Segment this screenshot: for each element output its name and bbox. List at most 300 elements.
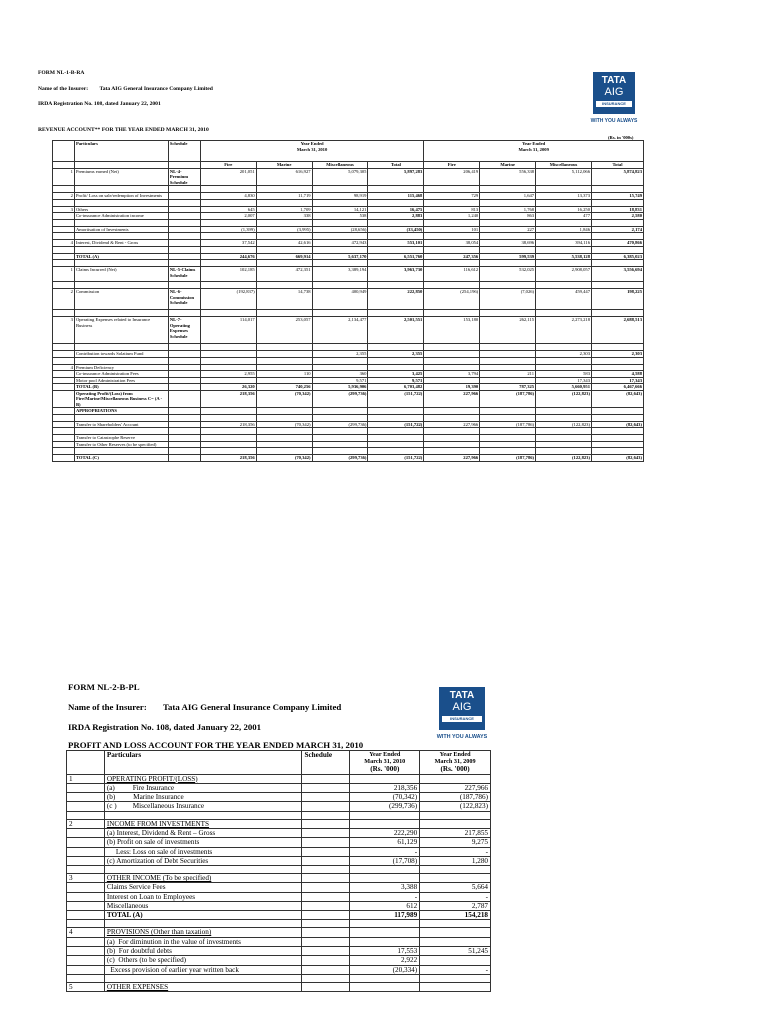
pl-p2-date: March 31, 2009 — [434, 758, 476, 766]
pl-value-2009: 1,280 — [420, 856, 491, 865]
rev-insurer-name: Tata AIG General Insurance Company Limited — [99, 86, 213, 92]
pl-value-2009: 9,275 — [420, 838, 491, 847]
rev-cell-value: 222,850 — [368, 289, 424, 310]
pl-row-number — [67, 783, 105, 792]
pl-row-schedule — [302, 838, 350, 847]
rev-row-number: 3 — [53, 206, 75, 213]
pl-p2-unit: (Rs. '000) — [440, 765, 470, 774]
pl-value-2010 — [350, 928, 420, 937]
rev-spacer-row — [53, 448, 644, 455]
rev-row-label: Transfer to Shareholders' Account — [74, 421, 168, 428]
rev-row-schedule: NL-5-Claims Schedule — [168, 267, 200, 282]
rev-row-label: TOTAL (B) — [74, 384, 168, 391]
rev-cell-value: 2,688,513 — [592, 317, 644, 344]
pl-value-2009: 5,664 — [420, 883, 491, 892]
pl-value-2010: (299,736) — [350, 802, 420, 811]
pl-spacer-row — [67, 974, 491, 982]
pl-value-2010: 2,922 — [350, 956, 420, 965]
rev-cell-value: 669,914 — [256, 253, 312, 260]
rev-cell-value: 227 — [480, 226, 536, 233]
rev-cell-value: 813 — [424, 206, 480, 213]
rev-row-label: Amortisation of Investments — [74, 226, 168, 233]
rev-cell-value: 645 — [200, 206, 256, 213]
pl-value-2009: - — [420, 847, 491, 856]
rev-cell-value: 116,612 — [424, 267, 480, 282]
rev-cell-value: 3,425 — [368, 371, 424, 378]
rev-spacer-row — [53, 246, 644, 253]
pl-row-number — [67, 965, 105, 974]
pl-irda: IRDA Registration No. 108, dated January 22, 2001 — [68, 722, 262, 732]
rev-cell-value: 26,320 — [200, 384, 256, 391]
rev-cell-value: 198,225 — [592, 289, 644, 310]
profit-loss-table — [66, 750, 491, 992]
rev-cell-value: 227,966 — [424, 421, 480, 428]
revenue-account-table — [52, 140, 644, 462]
pl-row-schedule — [302, 937, 350, 946]
rev-cell-value: (122,823) — [536, 455, 592, 462]
logo-insurance: INSURANCE — [596, 101, 632, 107]
rev-cell-value: 553,101 — [368, 240, 424, 247]
rev-cell-value: 1,768 — [480, 206, 536, 213]
rev-col-period-2010 — [200, 141, 424, 162]
pl-row-number — [67, 947, 105, 956]
rev-cell-value: 9,571 — [368, 377, 424, 384]
rev-cell-value: 114,017 — [200, 317, 256, 344]
rev-cell-value: 37,542 — [200, 240, 256, 247]
pl-row-schedule — [302, 892, 350, 901]
rev-form-number: FORM NL-1-B-RA — [38, 70, 85, 76]
pl-row-label: (a) Fire Insurance — [104, 783, 302, 792]
rev-row-label: Co-insurance Administration income — [74, 213, 168, 220]
pl-row-schedule — [302, 783, 350, 792]
pl-row-number — [67, 856, 105, 865]
rev-cell-value: 19,390 — [424, 384, 480, 391]
rev-col-misc-2009: Miscellaneous — [536, 162, 592, 169]
rev-cell-value: 2,273,218 — [536, 317, 592, 344]
rev-cell-value: 218,356 — [200, 421, 256, 428]
pl-row-label: (a) For diminution in the value of investments — [104, 937, 302, 946]
pl-spacer-row — [67, 811, 491, 819]
pl-value-2010: - — [350, 892, 420, 901]
pl-row-label: (b) Profit on sale of investments — [104, 838, 302, 847]
rev-cell-value: (33,450) — [368, 226, 424, 233]
pl-row-schedule — [302, 883, 350, 892]
pl-row — [67, 783, 491, 792]
rev-cell-value: 227,966 — [424, 455, 480, 462]
pl-row-schedule — [302, 774, 350, 783]
pl-value-2010 — [350, 937, 420, 946]
rev-cell-value: (122,823) — [536, 421, 592, 428]
rev-cell-value: 247,356 — [424, 253, 480, 260]
rev-cell-value: 244,676 — [200, 253, 256, 260]
pl-value-2009 — [420, 819, 491, 828]
rev-cell-value: 2,355 — [312, 351, 368, 358]
pl-row — [67, 793, 491, 802]
rev-row-label: Interest, Dividend & Rent - Gross — [74, 240, 168, 247]
rev-col-schedule: Schedule — [168, 141, 200, 162]
rev-cell-value: 538 — [312, 213, 368, 220]
rev-cell-value: 38,696 — [480, 240, 536, 247]
rev-cell-value: 2,955 — [200, 371, 256, 378]
pl-rows — [67, 774, 491, 992]
pl-row — [67, 847, 491, 856]
rev-spacer-row — [53, 233, 644, 240]
rev-cell-value: 253,057 — [256, 317, 312, 344]
rev-cell-value: (82,643) — [592, 455, 644, 462]
rev-cell-value: 98,919 — [312, 193, 368, 200]
rev-units: (Rs. in '000s) — [608, 135, 634, 140]
rev-row — [53, 267, 644, 282]
pl-value-2010: 61,129 — [350, 838, 420, 847]
rev-cell-value: 5,637,170 — [312, 253, 368, 260]
rev-row-number: 4 — [53, 240, 75, 247]
pl-value-2009: (122,823) — [420, 802, 491, 811]
pl-row-label: INCOME FROM INVESTMENTS — [104, 819, 302, 828]
pl-row — [67, 901, 491, 910]
rev-cell-value: (254,196) — [424, 289, 480, 310]
pl-row-label: TOTAL (A) — [104, 911, 302, 920]
rev-period2-date: March 31, 2009 — [518, 146, 549, 152]
rev-cell-value: (151,722) — [368, 390, 424, 408]
pl-row-label: OPERATING PROFIT/(LOSS) — [104, 774, 302, 783]
pl-row-schedule — [302, 819, 350, 828]
rev-row — [53, 317, 644, 344]
pl-value-2009: (187,786) — [420, 793, 491, 802]
pl-row-number — [67, 956, 105, 965]
pl-row — [67, 856, 491, 865]
rev-row-label: Commission — [74, 289, 168, 310]
rev-cell-value: 14,121 — [312, 206, 368, 213]
rev-cell-value: 2,908,057 — [536, 267, 592, 282]
rev-row — [53, 168, 644, 186]
rev-cell-value: 2,355 — [368, 351, 424, 358]
pl-value-2009 — [420, 874, 491, 883]
rev-cell-value: (187,786) — [480, 390, 536, 408]
pl-row-label: Less: Loss on sale of investments — [104, 847, 302, 856]
pl-row-label: Interest on Loan to Employees — [104, 892, 302, 901]
rev-cell-value: 477 — [536, 213, 592, 220]
rev-cell-value: (82,643) — [592, 390, 644, 408]
rev-cell-value: (299,736) — [312, 390, 368, 408]
pl-tata-aig-logo — [439, 687, 485, 730]
pl-row-schedule — [302, 828, 350, 837]
rev-spacer-row — [53, 310, 644, 317]
rev-cell-value: (187,786) — [480, 455, 536, 462]
rev-cell-value: 2,580 — [592, 213, 644, 220]
rev-row-number: 4 — [53, 364, 75, 371]
pl-row — [67, 828, 491, 837]
pl-row-schedule — [302, 901, 350, 910]
rev-header-row — [53, 141, 644, 162]
rev-cell-value: 16,250 — [536, 206, 592, 213]
rev-cell-value: 616,927 — [256, 168, 312, 186]
rev-period1-date: March 31, 2010 — [296, 146, 328, 152]
rev-row-schedule: NL-6-Commission Schedule — [168, 289, 200, 310]
pl-row-schedule — [302, 856, 350, 865]
rev-period2-label: Year Ended — [522, 141, 546, 146]
pl-value-2010: 17,553 — [350, 947, 420, 956]
rev-row-schedule — [168, 390, 200, 408]
rev-cell-value: (151,722) — [368, 455, 424, 462]
rev-cell-value: 2,134,477 — [312, 317, 368, 344]
pl-value-2010: (20,334) — [350, 965, 420, 974]
pl-row-number — [67, 828, 105, 837]
rev-cell-value: 360 — [312, 371, 368, 378]
pl-insurer-label: Name of the Insurer: — [68, 702, 147, 712]
rev-cell-value: 5,936,906 — [312, 384, 368, 391]
pl-value-2009 — [420, 956, 491, 965]
pl-row — [67, 838, 491, 847]
pl-p1-label: Year Ended — [369, 751, 401, 758]
pl-insurer — [68, 702, 341, 712]
pl-value-2009: 227,966 — [420, 783, 491, 792]
rev-period1-label: Year Ended — [300, 141, 324, 146]
rev-cell-value: 3,794 — [424, 371, 480, 378]
pl-row — [67, 774, 491, 783]
rev-cell-value: 5,660,951 — [536, 384, 592, 391]
rev-cell-value: 740,256 — [256, 384, 312, 391]
rev-cell-value: 211 — [480, 371, 536, 378]
rev-row-label: Profit/ Loss on sale/redemption of Investments — [74, 193, 168, 200]
rev-spacer-row — [53, 199, 644, 206]
logo-aig: AIG — [604, 86, 624, 98]
pl-row-schedule — [302, 911, 350, 920]
rev-cell-value: 18,831 — [592, 206, 644, 213]
pl-row — [67, 883, 491, 892]
pl-value-2009: - — [420, 965, 491, 974]
pl-row-number — [67, 937, 105, 946]
rev-col-marine-2009: Marine — [480, 162, 536, 169]
rev-row-number: 1 — [53, 168, 75, 186]
rev-cell-value: 38,054 — [424, 240, 480, 247]
rev-insurer-label: Name of the Insurer: — [38, 86, 89, 92]
pl-row-label: (b) For doubtful debts — [104, 947, 302, 956]
pl-value-2010: 117,989 — [350, 911, 420, 920]
rev-cell-value: 470,866 — [592, 240, 644, 247]
pl-value-2010: - — [350, 847, 420, 856]
rev-col-misc: Miscellaneous — [312, 162, 368, 169]
rev-row-number: 2 — [53, 193, 75, 200]
pl-row-schedule — [302, 956, 350, 965]
pl-logo-tata: TATA — [449, 690, 475, 701]
rev-irda: IRDA Registration No. 108, dated January 22, 2001 — [38, 101, 161, 107]
pl-row-number — [67, 883, 105, 892]
rev-cell-value: 201,051 — [200, 168, 256, 186]
rev-cell-value: 262,115 — [480, 317, 536, 344]
rev-cell-value: 3,556,694 — [592, 267, 644, 282]
rev-cell-value: 787,325 — [480, 384, 536, 391]
pl-value-2010: 218,356 — [350, 783, 420, 792]
rev-cell-value: 394,116 — [536, 240, 592, 247]
pl-value-2010: (17,708) — [350, 856, 420, 865]
rev-cell-value: 9,571 — [312, 377, 368, 384]
logo-tata: TATA — [601, 75, 627, 86]
rev-row-label: Transfer to Catastrophe Reserve — [74, 435, 168, 442]
pl-row-label: Claims Service Fees — [104, 883, 302, 892]
rev-cell-value: (7,026) — [480, 289, 536, 310]
rev-cell-value: 3,389,194 — [312, 267, 368, 282]
pl-row — [67, 892, 491, 901]
pl-row-label: (b) Marine Insurance — [104, 793, 302, 802]
pl-form-number: FORM NL-2-B-PL — [68, 682, 140, 692]
rev-col-marine: Marine — [256, 162, 312, 169]
rev-cell-value: 599,539 — [480, 253, 536, 260]
rev-col-period-2009 — [424, 141, 644, 162]
rev-cell-value: (1,399) — [200, 226, 256, 233]
pl-col-particulars: Particulars — [104, 751, 302, 775]
rev-cell-value: 218,356 — [200, 455, 256, 462]
pl-row-label: OTHER EXPENSES — [104, 982, 302, 991]
rev-cell-value: (70,342) — [256, 390, 312, 408]
pl-row-label: Excess provision of earlier year written back — [104, 965, 302, 974]
rev-cell-value: 532,025 — [480, 267, 536, 282]
pl-value-2009: - — [420, 892, 491, 901]
rev-row-label: Claims Incurred (Net) — [74, 267, 168, 282]
pl-row-schedule — [302, 793, 350, 802]
pl-row-label: (c) Amortization of Debt Securities — [104, 856, 302, 865]
rev-cell-value: 17,343 — [592, 377, 644, 384]
rev-cell-value: 2,174 — [592, 226, 644, 233]
rev-row-schedule: NL-7-Operating Expenses Schedule — [168, 317, 200, 344]
rev-row-schedule — [168, 455, 200, 462]
pl-spacer-row — [67, 866, 491, 874]
rev-col-total: Total — [368, 162, 424, 169]
rev-col-particulars: Particulars — [74, 141, 168, 162]
rev-cell-value: 2,007 — [200, 213, 256, 220]
rev-cell-value: 472,351 — [256, 267, 312, 282]
rev-cell-value: 2,303 — [536, 351, 592, 358]
rev-row-schedule: NL-4-Premium Schedule — [168, 168, 200, 186]
pl-row-label: (c) Others (to be specified) — [104, 956, 302, 965]
rev-cell-value: 5,112,066 — [536, 168, 592, 186]
rev-cell-value: (192,837) — [200, 289, 256, 310]
rev-cell-value: 1,709 — [256, 206, 312, 213]
pl-col-2009 — [420, 751, 491, 775]
pl-value-2010: 612 — [350, 901, 420, 910]
pl-row-number: 2 — [67, 819, 105, 828]
rev-spacer-row — [53, 428, 644, 435]
pl-row-label: OTHER INCOME (To be specified) — [104, 874, 302, 883]
pl-row-number — [67, 911, 105, 920]
pl-col-2010 — [350, 751, 420, 775]
pl-row — [67, 819, 491, 828]
rev-row-label: APPROPRIATIONS — [74, 408, 168, 415]
rev-row-label: Transfer to Other Reserves (to be specified) — [74, 441, 168, 448]
rev-cell-value: (151,722) — [368, 421, 424, 428]
rev-cell-value: 17,343 — [536, 377, 592, 384]
rev-cell-value: 729 — [424, 193, 480, 200]
logo-tagline: WITH YOU ALWAYS — [590, 118, 638, 124]
rev-cell-value: 1,240 — [424, 213, 480, 220]
rev-cell-value: 2,501,551 — [368, 317, 424, 344]
rev-cell-value: 5,874,823 — [592, 168, 644, 186]
pl-row-number — [67, 802, 105, 811]
pl-col-schedule: Schedule — [302, 751, 350, 775]
pl-value-2009: 154,218 — [420, 911, 491, 920]
rev-cell-value: (122,823) — [536, 390, 592, 408]
pl-row — [67, 982, 491, 991]
rev-cell-value: 863 — [480, 213, 536, 220]
rev-row — [53, 289, 644, 310]
pl-row-schedule — [302, 802, 350, 811]
pl-row-label: (c ) Miscellaneous Insurance — [104, 802, 302, 811]
pl-p1-date: March 31, 2010 — [364, 758, 406, 766]
pl-p2-label: Year Ended — [439, 751, 471, 758]
rev-cell-value: 6,703,482 — [368, 384, 424, 391]
pl-value-2009: 2,787 — [420, 901, 491, 910]
rev-cell-value: 206,419 — [424, 168, 480, 186]
pl-insurer-name: Tata AIG General Insurance Company Limited — [162, 702, 342, 712]
rev-row-label: Contribution towards Solatium Fund — [74, 351, 168, 358]
rev-cell-value: 101 — [424, 226, 480, 233]
rev-cell-value: 4,830 — [200, 193, 256, 200]
pl-row — [67, 874, 491, 883]
pl-row-number — [67, 892, 105, 901]
pl-value-2010 — [350, 774, 420, 783]
pl-row-label: PROVISIONS (Other than taxation) — [104, 928, 302, 937]
pl-row-label: Miscellaneous — [104, 901, 302, 910]
pl-row-schedule — [302, 965, 350, 974]
rev-row-label: TOTAL (A) — [74, 253, 168, 260]
pl-value-2009 — [420, 982, 491, 991]
pl-logo-aig: AIG — [452, 701, 472, 713]
pl-value-2009 — [420, 928, 491, 937]
rev-cell-value: 6,385,023 — [592, 253, 644, 260]
pl-row — [67, 965, 491, 974]
rev-row-label: TOTAL (C) — [74, 455, 168, 462]
rev-cell-value: 42,616 — [256, 240, 312, 247]
pl-row — [67, 802, 491, 811]
rev-cell-value: 5,897,283 — [368, 168, 424, 186]
rev-col-fire-2009: Fire — [424, 162, 480, 169]
pl-value-2010 — [350, 982, 420, 991]
pl-row — [67, 911, 491, 920]
rev-row-number — [53, 390, 75, 408]
rev-cell-value: (70,342) — [256, 421, 312, 428]
rev-cell-value: 4,588 — [592, 371, 644, 378]
rev-spacer-row — [53, 414, 644, 421]
pl-row-number — [67, 901, 105, 910]
rev-row-label: Co-insurance Administration Fees — [74, 371, 168, 378]
revenue-rows — [53, 168, 644, 461]
rev-spacer-row — [53, 282, 644, 289]
rev-row — [53, 390, 644, 408]
pl-value-2009 — [420, 774, 491, 783]
pl-header-row — [67, 751, 491, 775]
rev-cell-value: (187,786) — [480, 421, 536, 428]
rev-cell-value: 110 — [256, 371, 312, 378]
rev-row-label: Motor pool Administration Fees — [74, 377, 168, 384]
rev-cell-value: 102,185 — [200, 267, 256, 282]
rev-cell-value: 6,467,666 — [592, 384, 644, 391]
rev-cell-value: 14,738 — [256, 289, 312, 310]
rev-row-label: Premium Deficiency — [74, 364, 168, 371]
pl-value-2009: 217,855 — [420, 828, 491, 837]
rev-cell-value: 1,647 — [480, 193, 536, 200]
rev-cell-value: 400,949 — [312, 289, 368, 310]
pl-row-number: 3 — [67, 874, 105, 883]
pl-row-label: (a) Interest, Dividend & Rent – Gross — [104, 828, 302, 837]
pl-row-number — [67, 847, 105, 856]
rev-cell-value: 3,963,730 — [368, 267, 424, 282]
pl-value-2010: (70,342) — [350, 793, 420, 802]
pl-value-2009: 51,245 — [420, 947, 491, 956]
pl-row — [67, 947, 491, 956]
rev-row-number: 3 — [53, 317, 75, 344]
rev-row-label: Premiums earned (Net) — [74, 168, 168, 186]
rev-cell-value: 218,356 — [200, 390, 256, 408]
rev-cell-value: 459,447 — [536, 289, 592, 310]
